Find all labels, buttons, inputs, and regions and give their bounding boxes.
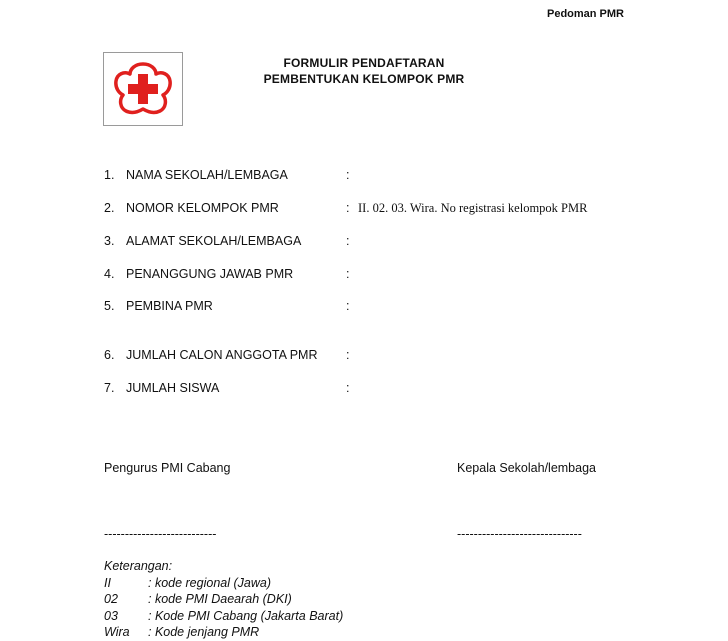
field-label: ALAMAT SEKOLAH/LEMBAGA (126, 234, 302, 248)
field-colon: : (346, 267, 350, 281)
field-colon: : (346, 348, 350, 362)
field-label: NAMA SEKOLAH/LEMBAGA (126, 168, 288, 182)
field-colon: : (346, 299, 350, 313)
note-row (104, 591, 292, 608)
signature-title-right: Kepala Sekolah/lembaga (457, 461, 596, 475)
note-row (104, 608, 344, 625)
field-label: JUMLAH SISWA (126, 381, 220, 395)
field-number: 2. (104, 201, 115, 215)
note-description: : kode regional (Jawa) (148, 575, 271, 590)
field-label: NOMOR KELOMPOK PMR (126, 201, 279, 215)
signature-title-left: Pengurus PMI Cabang (104, 461, 231, 475)
field-number: 1. (104, 168, 115, 182)
field-number: 4. (104, 267, 115, 281)
document-header-tag: Pedoman PMR (546, 8, 624, 20)
note-code: Wira (104, 625, 130, 639)
note-description: : kode PMI Daearah (DKI) (148, 592, 292, 606)
signature-line-right: ------------------------------ (457, 527, 582, 541)
note-description: : Kode jenjang PMR (148, 625, 260, 639)
note-row (104, 624, 260, 641)
field-colon: : (346, 168, 350, 182)
note-code: 03 (104, 608, 118, 623)
note-description: : Kode PMI Cabang (Jakarta Barat) (148, 608, 344, 623)
notes-heading: Keterangan: (104, 559, 173, 573)
field-number: 7. (104, 381, 115, 395)
field-number: 5. (104, 299, 115, 313)
field-label: PEMBINA PMR (126, 299, 213, 313)
form-title-line-1: FORMULIR PENDAFTARAN (283, 56, 445, 70)
form-title-line-2: PEMBENTUKAN KELOMPOK PMR (263, 72, 465, 86)
field-number: 3. (104, 234, 115, 248)
notes-section (104, 558, 344, 641)
field-colon: : (346, 201, 350, 215)
field-label: PENANGGUNG JAWAB PMR (126, 267, 294, 281)
note-code: 02 (104, 592, 118, 606)
field-value: II. 02. 03. Wira. No registrasi kelompok PMR (358, 201, 588, 215)
signature-line-left: --------------------------- (104, 527, 217, 541)
note-row (104, 575, 271, 592)
note-code: II (104, 575, 111, 590)
field-number: 6. (104, 348, 115, 362)
field-colon: : (346, 234, 350, 248)
field-colon: : (346, 381, 350, 395)
field-label: JUMLAH CALON ANGGOTA PMR (126, 348, 318, 362)
